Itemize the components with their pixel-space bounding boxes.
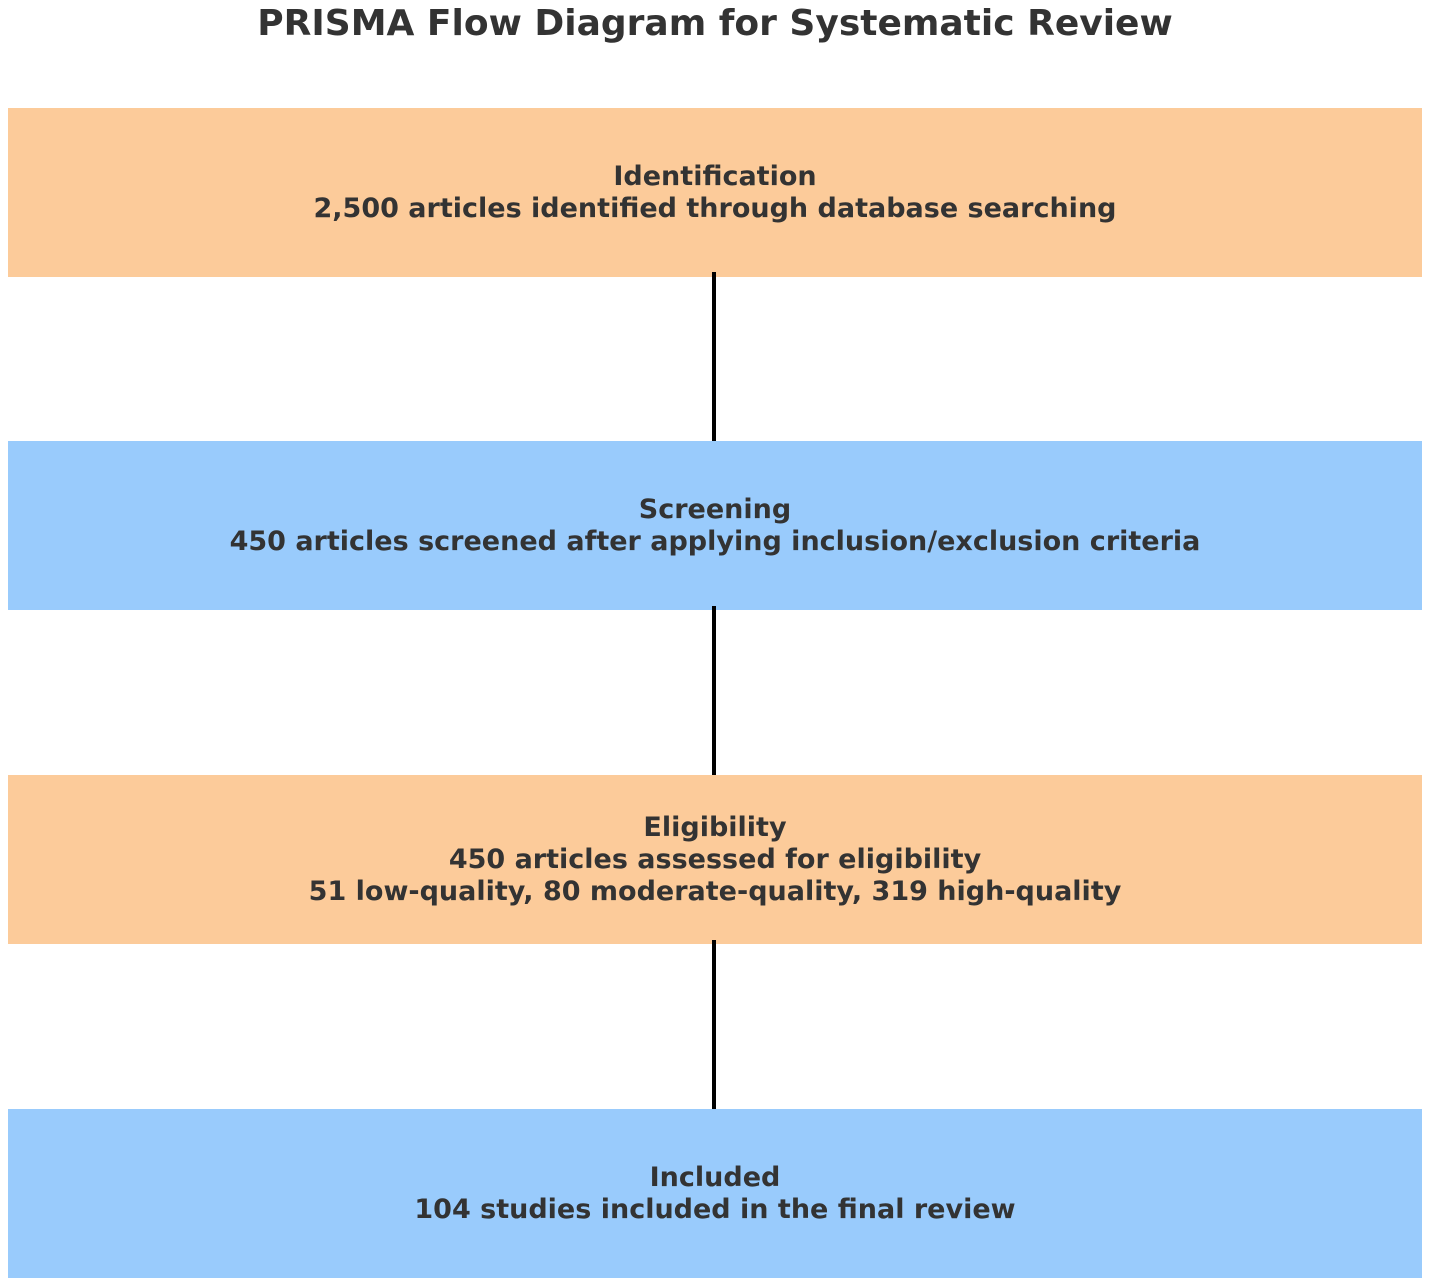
connector-line bbox=[712, 272, 716, 444]
stage-box-included bbox=[8, 1109, 1422, 1278]
stage-label: Eligibility bbox=[643, 811, 787, 843]
connector-line bbox=[712, 940, 716, 1112]
connector-line bbox=[712, 606, 716, 778]
stage-label: Included bbox=[649, 1161, 781, 1193]
stage-box-identification bbox=[8, 108, 1422, 277]
stage-box-eligibility bbox=[8, 775, 1422, 944]
diagram-title: PRISMA Flow Diagram for Systematic Review bbox=[257, 3, 1173, 44]
stage-label: Identification bbox=[613, 160, 817, 192]
stage-box-screening bbox=[8, 441, 1422, 610]
stage-detail: 450 articles assessed for eligibility bbox=[448, 843, 982, 875]
stage-detail: 2,500 articles identified through database searching bbox=[313, 192, 1117, 224]
stage-detail: 104 studies included in the final review bbox=[414, 1193, 1016, 1225]
stage-detail: 450 articles screened after applying inclusion/exclusion criteria bbox=[229, 525, 1201, 557]
stage-label: Screening bbox=[638, 493, 792, 525]
stage-detail: 51 low-quality, 80 moderate-quality, 319 high-quality bbox=[308, 875, 1122, 907]
